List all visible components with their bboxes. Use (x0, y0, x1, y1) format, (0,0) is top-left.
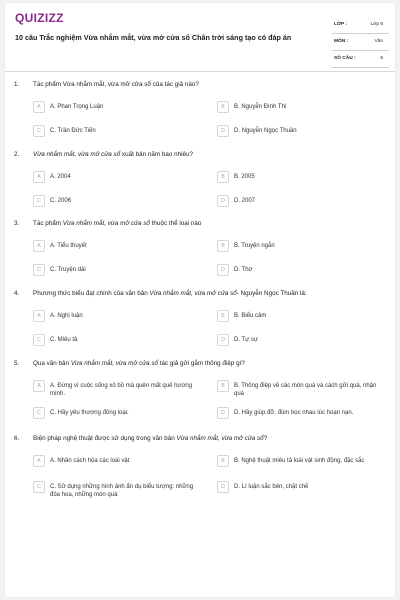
option-letter-badge[interactable]: A (33, 240, 45, 252)
option-letter-badge[interactable]: A (33, 171, 45, 183)
option-letter-badge[interactable]: D (217, 407, 229, 419)
question-text (33, 360, 373, 367)
meta-value: 6 (380, 56, 383, 61)
option-letter-badge[interactable]: C (33, 195, 45, 207)
meta-row-subject (332, 34, 389, 51)
option-letter-badge[interactable]: D (217, 481, 229, 493)
meta-row-count (332, 51, 389, 68)
option-text: C. Truyện dài (50, 267, 86, 273)
option-text: C. Miêu tả (50, 337, 78, 343)
question-4 (5, 290, 395, 360)
option-letter-badge[interactable]: C (33, 481, 45, 493)
question-2 (5, 151, 395, 221)
question-text-part: Phương thức biểu đạt chính của văn bản (33, 290, 150, 297)
question-number: 3. (14, 220, 20, 227)
meta-row-class (332, 17, 389, 34)
option-letter-badge[interactable]: B (217, 455, 229, 467)
option-letter-badge[interactable]: A (33, 380, 45, 392)
worksheet-page (5, 3, 395, 597)
question-5 (5, 360, 395, 430)
option-letter-badge[interactable]: A (33, 455, 45, 467)
option-letter-badge[interactable]: C (33, 264, 45, 276)
option-text: D. 2007 (234, 198, 256, 204)
option-letter-badge[interactable]: A (33, 101, 45, 113)
meta-value: Văn (374, 39, 383, 44)
option-text: C. Sử dụng những hình ảnh ẩn dụ biểu tượng: những đóa hoa, những món quà (50, 484, 194, 498)
question-number: 5. (14, 360, 20, 367)
quizizz-logo: QUIZIZZ (15, 11, 64, 25)
option-letter-badge[interactable]: C (33, 125, 45, 137)
question-text (33, 435, 373, 442)
question-text-part: Tác phẩm (33, 220, 63, 227)
question-text (33, 81, 373, 88)
question-text (33, 151, 373, 158)
question-text-italic: Vừa nhắm mắt, vừa mở cửa sổ (176, 435, 264, 442)
option-letter-badge[interactable]: C (33, 407, 45, 419)
question-text-part: Tác phẩm Vừa nhắm mắt, vừa mở cửa sổ của tác giả nào? (33, 81, 199, 88)
question-text-italic: Vừa nhắm mắt, vừa mở cửa sổ (70, 360, 158, 367)
option-text: B. Nguyễn Đình Thi (234, 104, 287, 110)
question-text-italic: Vừa nhắm mắt, vừa mở cửa sổ (33, 151, 121, 158)
option-letter-badge[interactable]: B (217, 171, 229, 183)
option-text: B. Truyện ngắn (234, 243, 275, 249)
question-number: 6. (14, 435, 20, 442)
option-text: C. Hãy yêu thương đồng loại. (50, 410, 129, 416)
option-letter-badge[interactable]: D (217, 334, 229, 346)
option-text: D. Hãy giúp đỡ, đùm bọc nhau lúc hoạn nạn. (234, 410, 354, 416)
question-number: 4. (14, 290, 20, 297)
option-letter-badge[interactable]: A (33, 310, 45, 322)
question-text-part: tác giả gửi gắm thông điệp gì? (158, 360, 245, 367)
meta-value: Lớp 6 (370, 22, 383, 27)
option-letter-badge[interactable]: B (217, 310, 229, 322)
option-text: A. Nghị luận (50, 313, 83, 319)
question-3 (5, 220, 395, 290)
question-text-italic: Vừa nhắm mắt, vừa mở cửa sổ (62, 220, 150, 227)
question-text-part: thuộc thể loại nào (149, 220, 202, 227)
option-text: B. Biểu cảm (234, 313, 267, 319)
option-text: D. Thơ (234, 267, 253, 273)
option-text: A. Đừng vì cuộc sống xô bồ mà quên mất quê hương mình. (50, 383, 193, 397)
question-text (33, 290, 373, 297)
question-text (33, 220, 373, 227)
meta-key: MÔN : (334, 39, 349, 44)
option-text: A. 2004 (50, 174, 71, 180)
option-letter-badge[interactable]: B (217, 101, 229, 113)
option-letter-badge[interactable]: C (33, 334, 45, 346)
option-text: C. 2006 (50, 198, 72, 204)
option-letter-badge[interactable]: D (217, 195, 229, 207)
worksheet-header (5, 3, 395, 73)
option-letter-badge[interactable]: D (217, 125, 229, 137)
question-text-italic: Vừa nhắm mắt, vừa mở cửa sổ (149, 290, 237, 297)
option-text: B. Nghệ thuật miêu tả loài vật sinh động, đặc sắc (234, 458, 365, 464)
meta-box (332, 17, 389, 68)
option-text: D. Tự sự (234, 337, 258, 343)
option-text: B. 2005 (234, 174, 255, 180)
option-letter-badge[interactable]: B (217, 240, 229, 252)
option-text: A. Nhân cách hóa các loài vật (50, 458, 130, 464)
option-text: A. Phan Trọng Luận (50, 104, 104, 110)
option-text: C. Trần Đức Tiến (50, 128, 96, 134)
question-text-part: Biện pháp nghệ thuật được sử dụng trong văn bản (33, 435, 177, 442)
question-number: 2. (14, 151, 20, 158)
option-letter-badge[interactable]: B (217, 380, 229, 392)
question-text-part: Qua văn bản (33, 360, 71, 367)
question-1 (5, 81, 395, 151)
question-6 (5, 435, 395, 505)
meta-key: SỐ CÂU : (334, 56, 356, 61)
question-text-part: xuất bản năm bao nhiêu? (120, 151, 194, 158)
option-text: A. Tiểu thuyết (50, 243, 87, 249)
option-text: D. Nguyễn Ngọc Thuần (234, 128, 297, 134)
option-letter-badge[interactable]: D (217, 264, 229, 276)
question-number: 1. (14, 81, 20, 88)
header-divider (5, 71, 395, 72)
worksheet-title: 10 câu Trắc nghiệm Vừa nhắm mắt, vừa mở cửa sổ Chân trời sáng tạo có đáp án (15, 33, 292, 42)
option-text: B. Thông điệp về các món quà và cách gửi quà, nhận quà (234, 383, 377, 397)
meta-key: LỚP : (334, 22, 348, 27)
question-text-part: ? (263, 435, 268, 442)
option-text: D. Lí luận sắc bén, chặt chẽ (234, 484, 309, 490)
question-text-part: - Nguyễn Ngọc Thuần là: (236, 290, 307, 297)
